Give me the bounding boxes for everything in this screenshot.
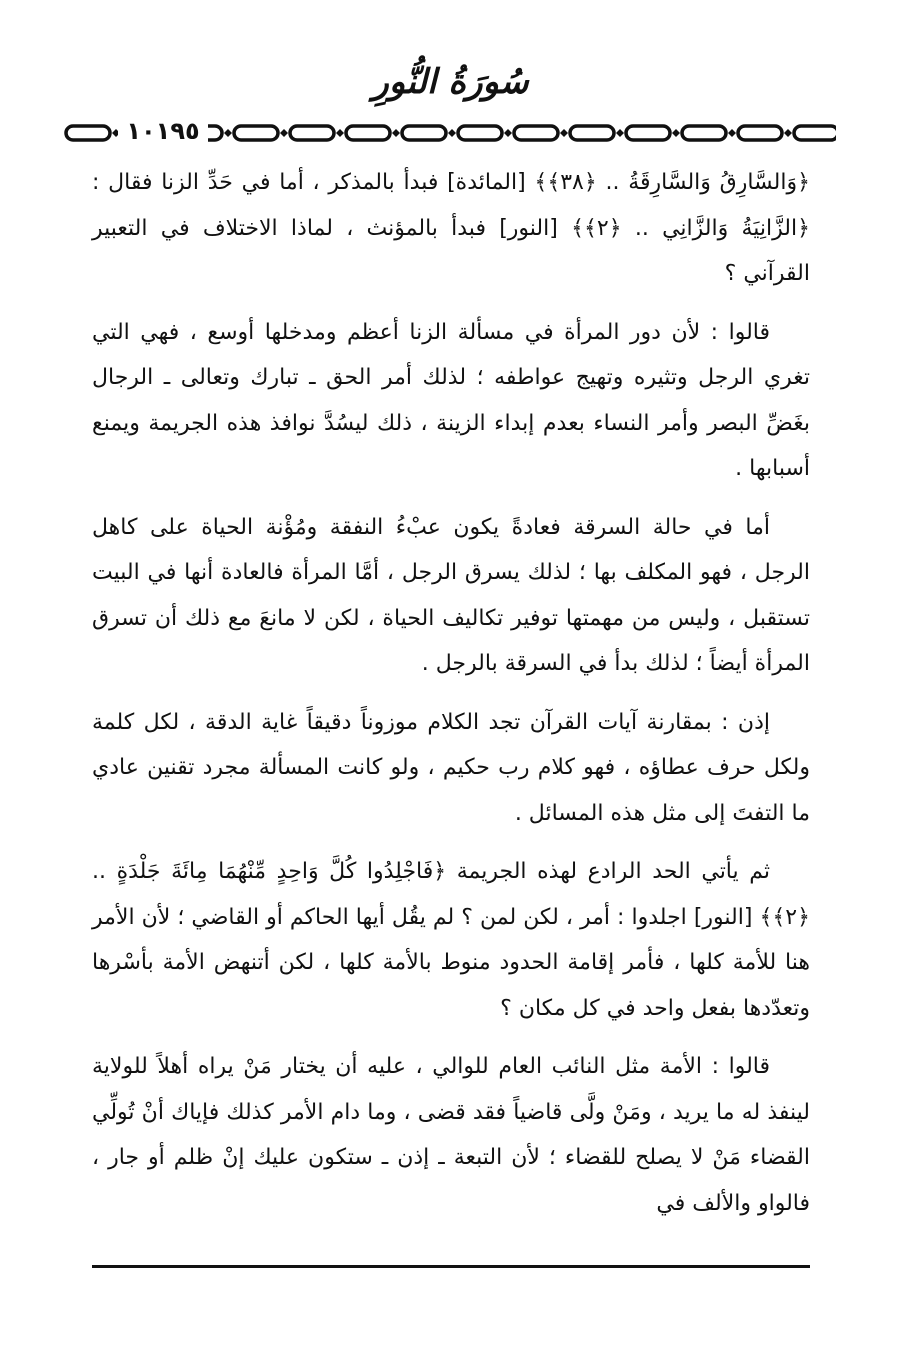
ornament-diamond xyxy=(392,129,400,137)
ornament-diamond xyxy=(280,129,288,137)
ornament-diamond xyxy=(504,129,512,137)
surah-title: سُورَةُ النُّورِ xyxy=(372,62,529,102)
ornament-link xyxy=(458,126,502,140)
ornament-diamond xyxy=(224,129,232,137)
paragraph-3: أما في حالة السرقة فعادةً يكون عبْءُ النفقة ومُؤْنة الحياة على كاهل الرجل ، فهو المكلف بها ؛ لذلك يسرق الرجل ، أمَّا المرأة فالعادة أنها في البيت تستقبل ، وليس من مهمتها توفير تكاليف الحياة ، لكن لا مانعَ مع ذلك أن تسرق المرأة أيضاً ؛ لذلك بدأ في السرقة بالرجل . xyxy=(92,514,810,676)
ornament-link xyxy=(402,126,446,140)
paragraph-4: إذن : بمقارنة آيات القرآن تجد الكلام موزوناً دقيقاً غاية الدقة ، لكل كلمة ولكل حرف عطاؤه ، فهو كلام رب حكيم ، ولو كانت المسألة مجرد تقنين عادي ما التفتَ إلى مثل هذه المسائل . xyxy=(92,709,810,826)
paragraph-5: ثم يأتي الحد الرادع لهذه الجريمة ﴿فَاجْلِدُوا كُلَّ وَاحِدٍ مِّنْهُمَا مِائَةَ جَلْدَةٍ .. ﴿٢﴾﴾ [النور] اجلدوا : أمر ، لكن لمن ؟ لم يقُل أيها الحاكم أو القاضي ؛ لأن الأمر هنا للأمة كلها ، فأمر إقامة الحدود منوط بالأمة كلها ، لكن أتنهض الأمة بأسْرها وتعدّدها بفعل واحد في كل مكان ؟ xyxy=(92,859,810,1021)
ornament-link xyxy=(738,126,782,140)
paragraph-1: ﴿وَالسَّارِقُ وَالسَّارِقَةُ .. ﴿٣٨﴾﴾ [المائدة] فبدأ بالمذكر ، أما في حَدِّ الزنا فقال : ﴿الزَّانِيَةُ وَالزَّانِي .. ﴿٢﴾﴾ [النور] فبدأ بالمؤنث ، لماذا الاختلاف في التعبير القرآني ؟ xyxy=(92,170,811,286)
ornament-link xyxy=(794,126,836,140)
ornament-link xyxy=(66,126,110,140)
ornament-diamond xyxy=(784,129,792,137)
ornament-link xyxy=(626,126,670,140)
ornament-link xyxy=(514,126,558,140)
ornament-diamond xyxy=(616,129,624,137)
ornament-diamond xyxy=(560,129,568,137)
page-number: ١٠١٩٥ xyxy=(118,113,208,149)
ornament-link xyxy=(290,126,334,140)
ornament-diamond xyxy=(448,129,456,137)
ornament-link xyxy=(570,126,614,140)
bottom-rule xyxy=(92,1265,810,1268)
ornament-diamond xyxy=(336,129,344,137)
ornament-diamond xyxy=(728,129,736,137)
paragraph-2: قالوا : لأن دور المرأة في مسألة الزنا أعظم ومدخلها أوسع ، فهي التي تغري الرجل وتثيره وتهيج عواطفه ؛ لذلك أمر الحق ـ تبارك وتعالى ـ الرجال بغَضِّ البصر وأمر النساء بعدم إبداء الزينة ، ذلك ليسُدَّ نوافذ هذه الجريمة ويمنع أسبابها . xyxy=(92,319,810,481)
ornament-link xyxy=(682,126,726,140)
body-text xyxy=(92,160,810,1239)
ornament-link xyxy=(346,126,390,140)
ornament-link xyxy=(234,126,278,140)
paragraph-6: قالوا : الأمة مثل النائب العام للوالي ، عليه أن يختار مَنْ يراه أهلاً للولاية لينفذ له ما يريد ، ومَنْ ولَّى قاضياً فقد قضى ، وما دام الأمر كذلك فإياك أنْ تُولِّي القضاء مَنْ لا يصلح للقضاء ؛ لأن التبعة ـ إذن ـ ستكون عليك إنْ ظلم أو جار ، فالواو والألف في xyxy=(92,1054,810,1216)
ornament-diamond xyxy=(672,129,680,137)
